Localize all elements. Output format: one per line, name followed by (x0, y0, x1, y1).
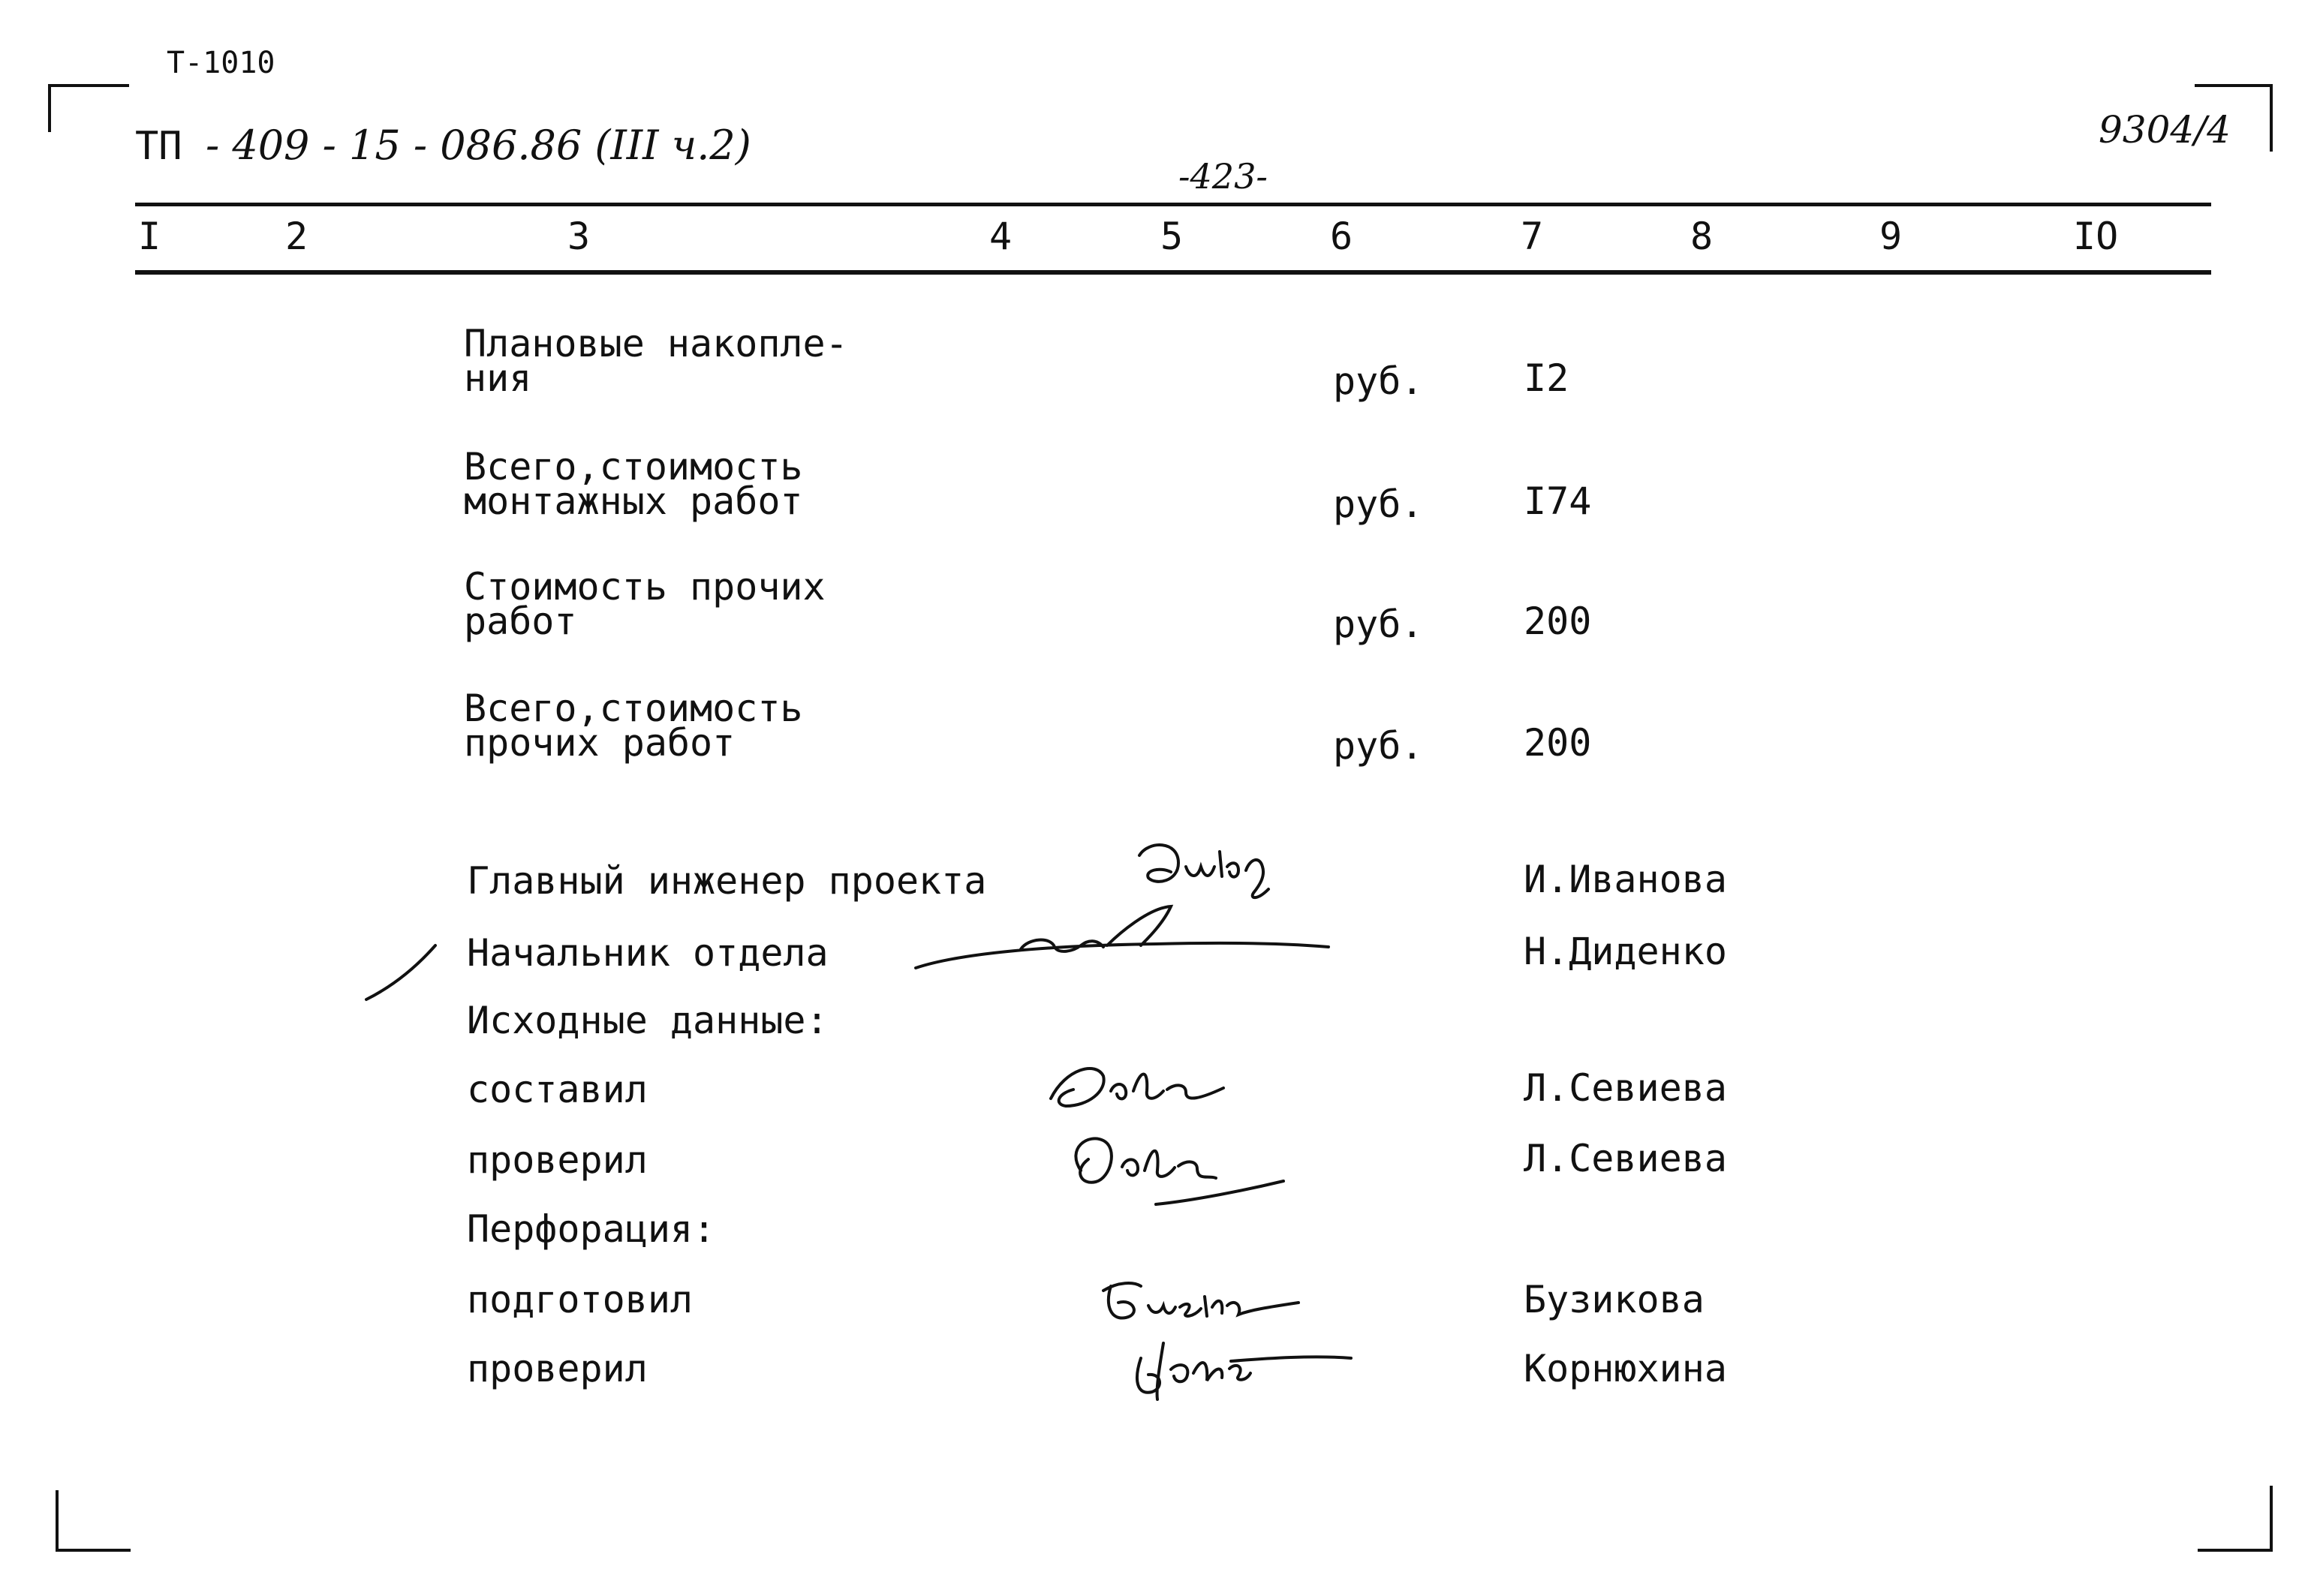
column-number-4: 4 (989, 215, 1013, 258)
column-number-3: 3 (567, 215, 591, 258)
column-number-10: IO (2073, 215, 2119, 258)
row-unit: руб. (1333, 603, 1424, 646)
frame-corner-top-left-h (48, 84, 129, 87)
handwritten-signature-checked (1051, 1118, 1298, 1216)
row-unit: руб. (1333, 359, 1424, 403)
row-planned-accumulations (464, 324, 848, 398)
signatory-name: Корнюхина (1524, 1347, 1727, 1390)
project-prefix: ТП (135, 124, 182, 169)
row-value: 200 (1524, 721, 1592, 765)
handwritten-signature-prepared (1088, 1268, 1313, 1336)
project-designation (135, 122, 751, 169)
frame-corner-top-left-v (48, 84, 51, 132)
row-value: I2 (1524, 356, 1569, 400)
row-other-works-cost (464, 567, 826, 641)
frame-corner-bottom-right-h (2198, 1549, 2273, 1552)
signatory-name: Н.Диденко (1524, 930, 1727, 973)
signature-role-checked: проверил (467, 1138, 648, 1182)
column-number-8: 8 (1690, 215, 1714, 258)
signature-role-compiled: составил (467, 1068, 648, 1111)
signatory-name: Л.Севиева (1524, 1137, 1727, 1180)
column-number-5: 5 (1160, 215, 1184, 258)
row-total-installation-cost (464, 447, 803, 521)
signatory-name: Бузикова (1524, 1278, 1705, 1321)
row-label-line-1: Стоимость прочих (464, 565, 826, 609)
sheet-number: 9304/4 (2099, 108, 2231, 152)
column-number-9: 9 (1879, 215, 1903, 258)
signatory-name: И.Иванова (1524, 858, 1727, 901)
frame-corner-bottom-left-h (56, 1549, 131, 1552)
column-number-1: I (138, 215, 161, 258)
signature-role-department-head: Начальник отдела (467, 931, 829, 975)
section-label-perforation: Перфорация: (467, 1207, 716, 1251)
signature-role-prepared: подготовил (467, 1278, 694, 1321)
column-number-7: 7 (1521, 215, 1544, 258)
row-label-line-2: монтажных работ (464, 479, 803, 523)
handwritten-signature-checked-perforation (1118, 1328, 1359, 1411)
column-number-2: 2 (285, 215, 308, 258)
row-label-line-1: Плановые накопле- (464, 322, 848, 365)
column-number-6: 6 (1330, 215, 1353, 258)
row-value: 200 (1524, 600, 1592, 643)
margin-check-mark (360, 938, 443, 1005)
row-total-other-works-cost (464, 687, 803, 765)
row-label-line-1: Всего,стоимость (464, 445, 803, 488)
row-label-line-2: прочих работ (464, 721, 736, 765)
frame-corner-bottom-left-v (56, 1490, 59, 1552)
row-label-line-2: ния (464, 356, 532, 400)
frame-corner-top-right-v (2270, 84, 2273, 152)
project-number: - 409 - 15 - 086.86 (III ч.2) (205, 122, 751, 169)
table-header-bottom-rule (135, 270, 2211, 275)
signature-role-checked-perforation: проверил (467, 1347, 648, 1390)
row-label-line-1: Всего,стоимость (464, 687, 803, 730)
handwritten-signature-department-head (901, 893, 1336, 975)
signature-role-chief-engineer: Главный инженер проекта (467, 859, 987, 903)
row-unit: руб. (1333, 482, 1424, 526)
frame-corner-bottom-right-v (2270, 1486, 2273, 1552)
section-label-source-data: Исходные данные: (467, 999, 829, 1042)
document-code: Т-1010 (167, 46, 275, 80)
frame-corner-top-right-h (2195, 84, 2273, 87)
page-number: -423- (1178, 156, 1268, 197)
row-unit: руб. (1333, 724, 1424, 768)
table-header-top-rule (135, 203, 2211, 206)
handwritten-signature-compiled (1036, 1046, 1231, 1121)
row-value: I74 (1524, 479, 1592, 523)
row-label-line-2: работ (464, 600, 577, 643)
signatory-name: Л.Севиева (1524, 1066, 1727, 1110)
